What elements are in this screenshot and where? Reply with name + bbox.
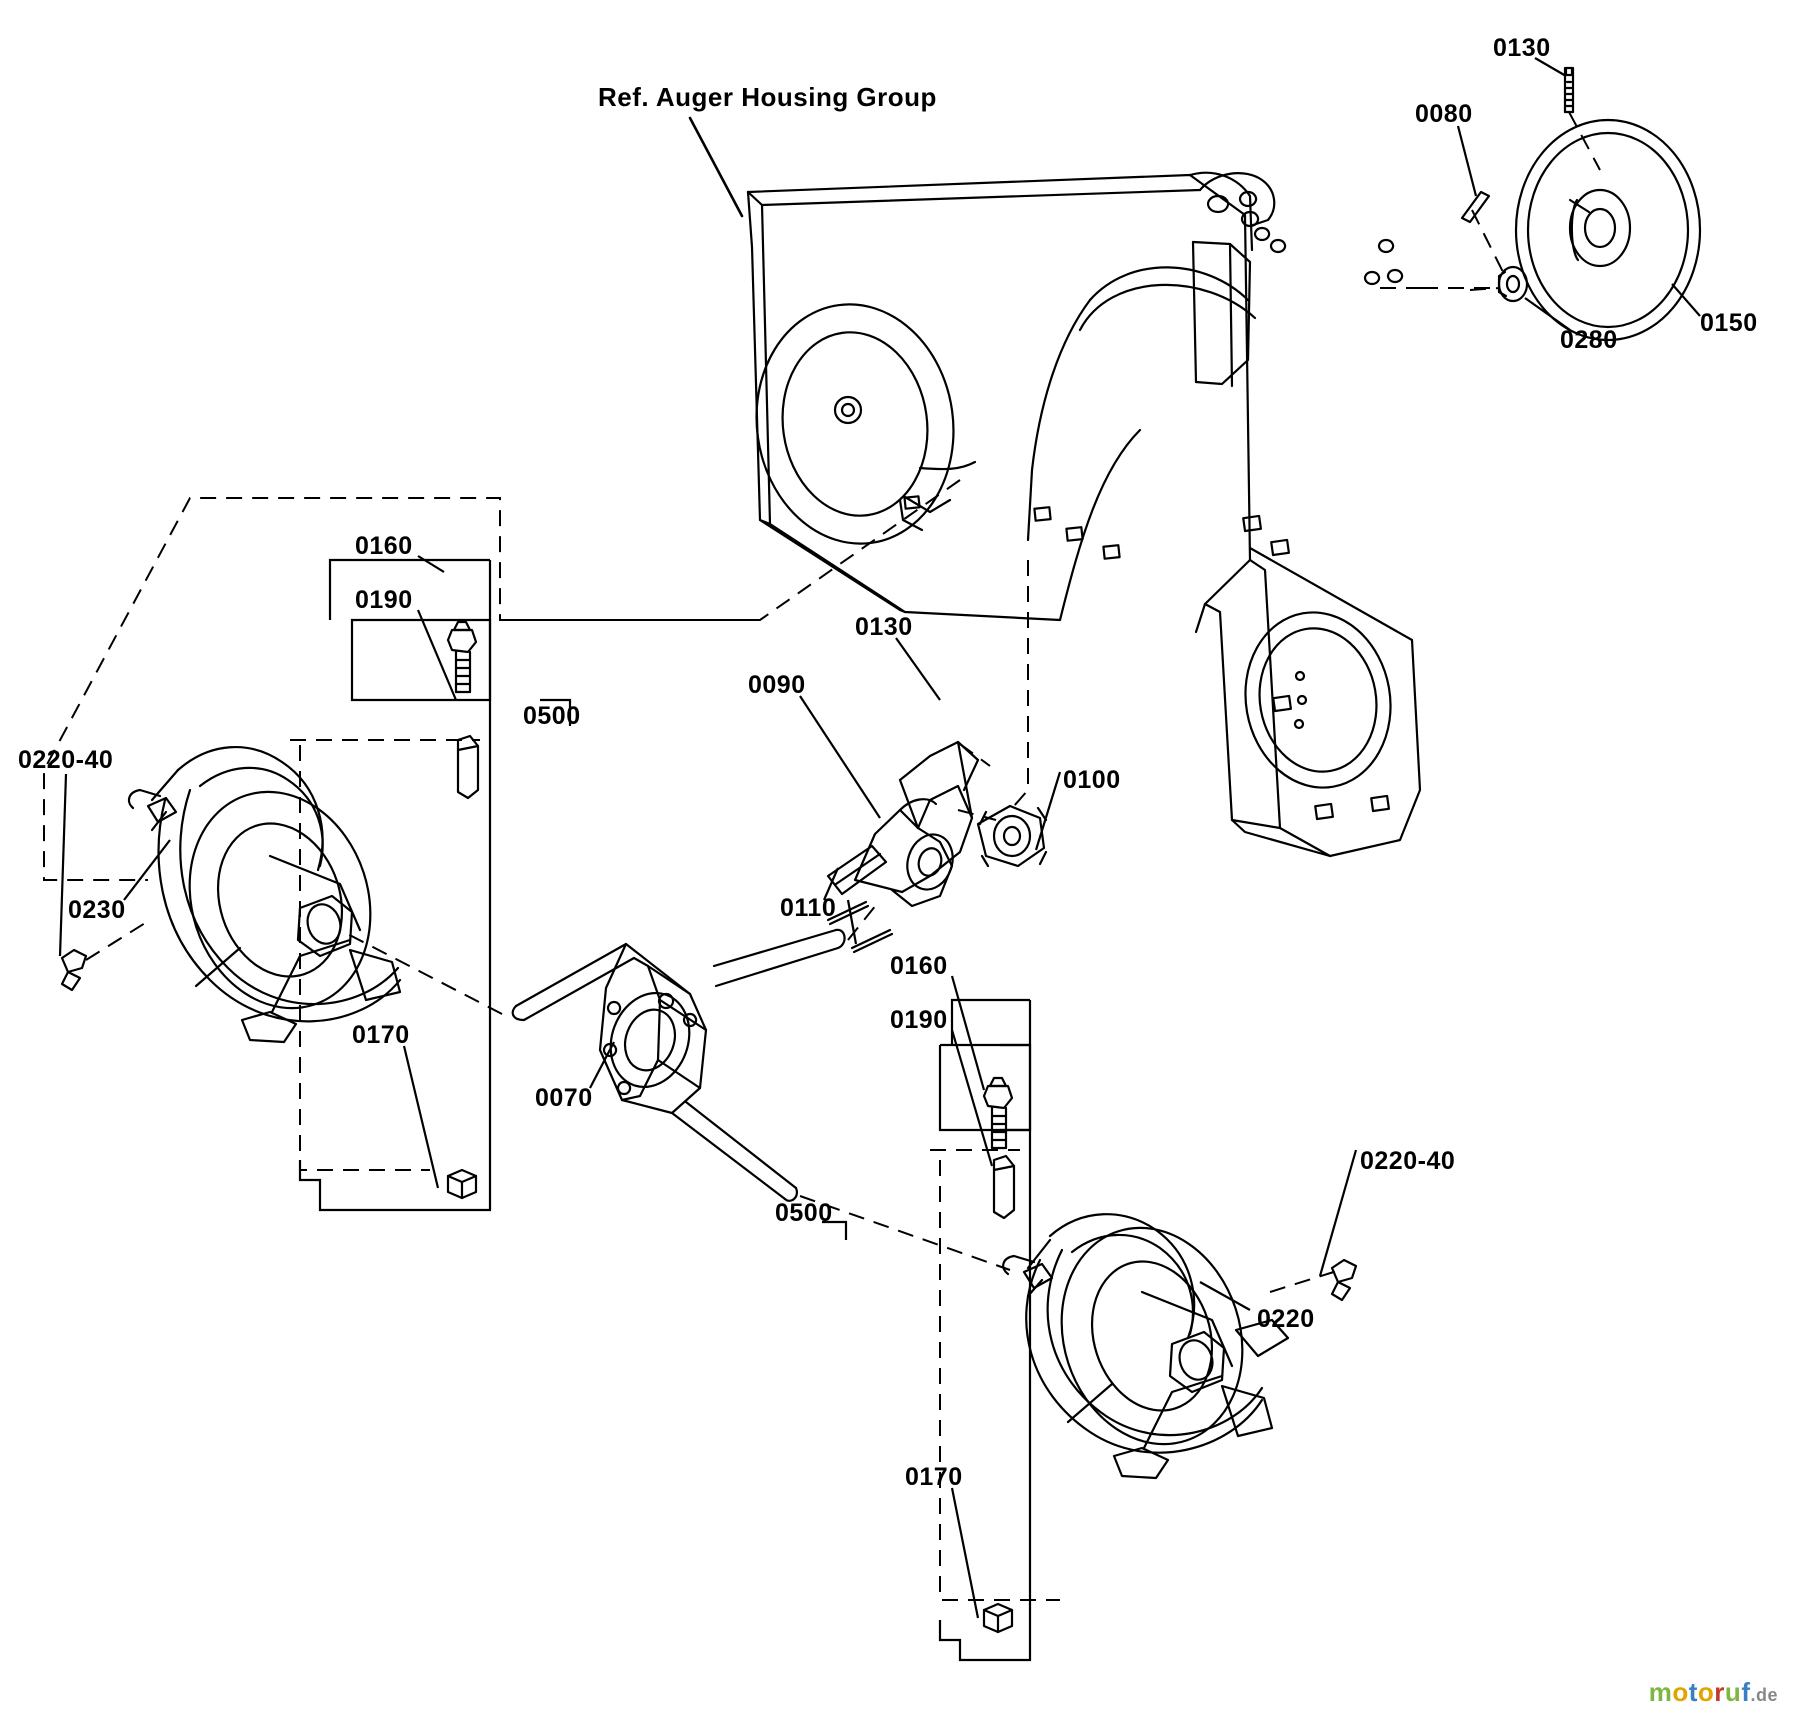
callout-0220-40-left: 0220-40 [18, 746, 114, 774]
callout-0190-right: 0190 [890, 1006, 948, 1034]
callout-0500-left: 0500 [523, 702, 581, 730]
callout-0110: 0110 [780, 894, 837, 922]
callout-0220: 0220 [1257, 1305, 1315, 1333]
callout-0230: 0230 [68, 896, 126, 924]
callout-0070: 0070 [535, 1084, 593, 1112]
watermark [1649, 1677, 1778, 1708]
watermark-text: motoruf [1648, 1677, 1751, 1707]
callout-0170-right: 0170 [905, 1463, 963, 1491]
callout-0130-center: 0130 [855, 613, 913, 641]
callout-0160-right: 0160 [890, 952, 948, 980]
callout-0190-left: 0190 [355, 586, 413, 614]
callout-0080: 0080 [1415, 100, 1473, 128]
callout-0100: 0100 [1063, 766, 1121, 794]
callout-0170-left: 0170 [352, 1021, 410, 1049]
callout-ref-auger-housing-group: Ref. Auger Housing Group [598, 82, 937, 112]
callout-0130-top: 0130 [1493, 34, 1551, 62]
callout-0500-right: 0500 [775, 1199, 833, 1227]
callout-0160-left: 0160 [355, 532, 413, 560]
callout-0220-40-right: 0220-40 [1360, 1147, 1456, 1175]
callout-0280: 0280 [1560, 326, 1618, 354]
watermark-suffix: .de [1750, 1685, 1778, 1705]
callout-0150: 0150 [1700, 309, 1758, 337]
callout-0090: 0090 [748, 671, 806, 699]
